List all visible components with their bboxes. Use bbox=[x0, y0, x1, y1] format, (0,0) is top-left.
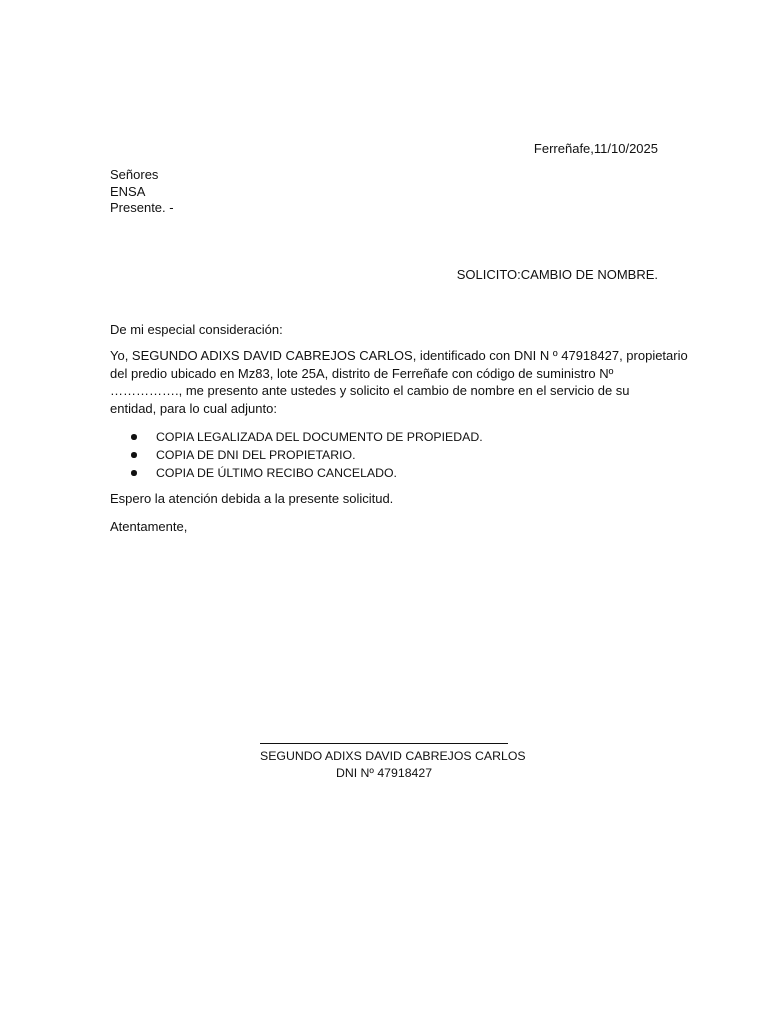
body-line-1: Yo, SEGUNDO ADIXS DAVID CABREJOS CARLOS, identificado con DNI N º 47918427, propietario bbox=[110, 348, 688, 363]
body-line-4: entidad, para lo cual adjunto: bbox=[110, 400, 277, 416]
closing-request: Espero la atención debida a la presente solicitud. bbox=[110, 491, 394, 506]
closing: Atentamente, bbox=[110, 519, 188, 534]
letter-subject: SOLICITO:CAMBIO DE NOMBRE. bbox=[456, 267, 658, 282]
letter-date: Ferreñafe,11/10/2025 bbox=[533, 141, 658, 156]
attachment-label: COPIA DE ÚLTIMO RECIBO CANCELADO. bbox=[156, 466, 397, 480]
attachments-list bbox=[130, 428, 483, 482]
list-item bbox=[130, 464, 483, 482]
bullet-icon bbox=[131, 470, 137, 476]
bullet-icon bbox=[131, 434, 137, 440]
signature-block bbox=[260, 743, 526, 782]
bullet-icon bbox=[131, 452, 137, 458]
recipient-line-2: ENSA bbox=[110, 183, 146, 199]
list-item bbox=[130, 446, 483, 464]
signature-name: SEGUNDO ADIXS DAVID CABREJOS CARLOS bbox=[260, 749, 526, 763]
signature-line bbox=[260, 743, 508, 744]
attachment-label: COPIA DE DNI DEL PROPIETARIO. bbox=[156, 448, 356, 462]
signature-dni: DNI Nº 47918427 bbox=[335, 766, 433, 780]
attachment-label: COPIA LEGALIZADA DEL DOCUMENTO DE PROPIEDAD. bbox=[156, 430, 483, 444]
letter-greeting: De mi especial consideración: bbox=[110, 322, 283, 337]
list-item bbox=[130, 428, 483, 446]
letter-body bbox=[110, 347, 688, 417]
recipient-block bbox=[110, 167, 174, 217]
recipient-line-3: Presente. - bbox=[110, 200, 174, 215]
body-line-3: ……………., me presento ante ustedes y solicito el cambio de nombre en el servicio de su bbox=[110, 383, 630, 399]
recipient-line-1: Señores bbox=[110, 167, 159, 182]
body-line-2: del predio ubicado en Mz83, lote 25A, distrito de Ferreñafe con código de suministro Nº bbox=[110, 365, 614, 381]
